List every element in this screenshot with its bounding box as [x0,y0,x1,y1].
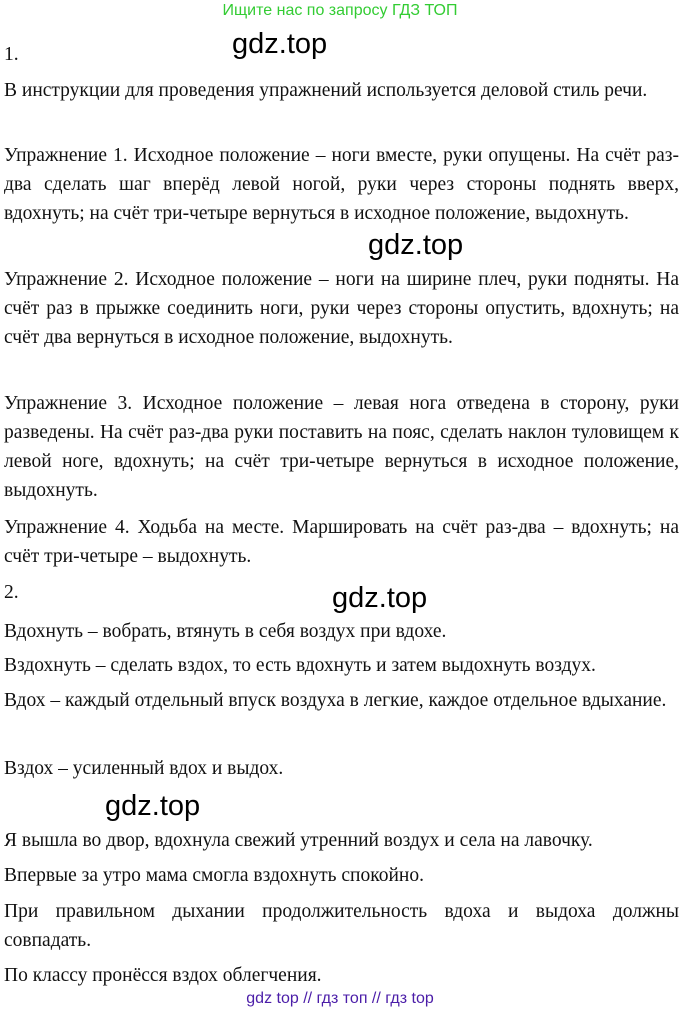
watermark-4: gdz.top [105,790,201,822]
definition-vdokh: Вдох – каждый отдельный впуск воздуха в легкие, каждое отдельное вдыхание. [4,690,667,711]
definition-vzdokhnut: Вздохнуть – сделать вздох, то есть вдохнуть и затем выдохнуть воздух. [4,655,596,676]
example-sentence-4: По классу пронёсся вздох облегчения. [4,965,322,986]
footer-links: gdz top // гдз топ // гдз top [246,990,434,1007]
definition-vdokhnut: Вдохнуть – вобрать, втянуть в себя воздух при вдохе. [4,621,447,642]
watermark-3: gdz.top [332,582,428,614]
exercise-1-text: Упражнение 1. Исходное положение – ноги вместе, руки опущены. На счёт раз-два сделать шаг вперёд левой ногой, руки через стороны поднять вверх, вдохнуть; на счёт три-четыре вернуться в исходное положение, выдохнуть. [4,145,679,224]
exercise-3-text: Упражнение 3. Исходное положение – левая нога отведена в сторону, руки разведены. На счёт раз-два руки поставить на пояс, сделать наклон туловищем к левой ноге, вдохнуть; на счёт три-четыре вернуться в исходное положение, выдохнуть. [4,393,679,501]
example-sentence-1: Я вышла во двор, вдохнула свежий утренний воздух и села на лавочку. [4,830,593,851]
watermark-1: gdz.top [232,28,328,60]
exercise-2-text: Упражнение 2. Исходное положение – ноги на ширине плеч, руки подняты. На счёт раз в прыжке соединить ноги, руки через стороны опустить, вдохнуть; на счёт два вернуться в исходное положение, выдохнуть. [4,269,679,348]
example-sentence-2: Впервые за утро мама смогла вздохнуть спокойно. [4,865,424,886]
section-1-number: 1. [4,44,19,65]
definition-vzdokh: Вздох – усиленный вдох и выдох. [4,758,284,779]
section-1-intro: В инструкции для проведения упражнений используется деловой стиль речи. [4,80,648,101]
section-2-number: 2. [4,582,19,603]
watermark-2: gdz.top [368,229,464,261]
example-sentence-3: При правильном дыхании продолжительность вдоха и выдоха должны совпадать. [4,901,679,951]
search-banner: Ищите нас по запросу ГДЗ ТОП [222,2,458,19]
exercise-4-text: Упражнение 4. Ходьба на месте. Маршировать на счёт раз-два – вдохнуть; на счёт три-четыре – выдохнуть. [4,517,679,567]
